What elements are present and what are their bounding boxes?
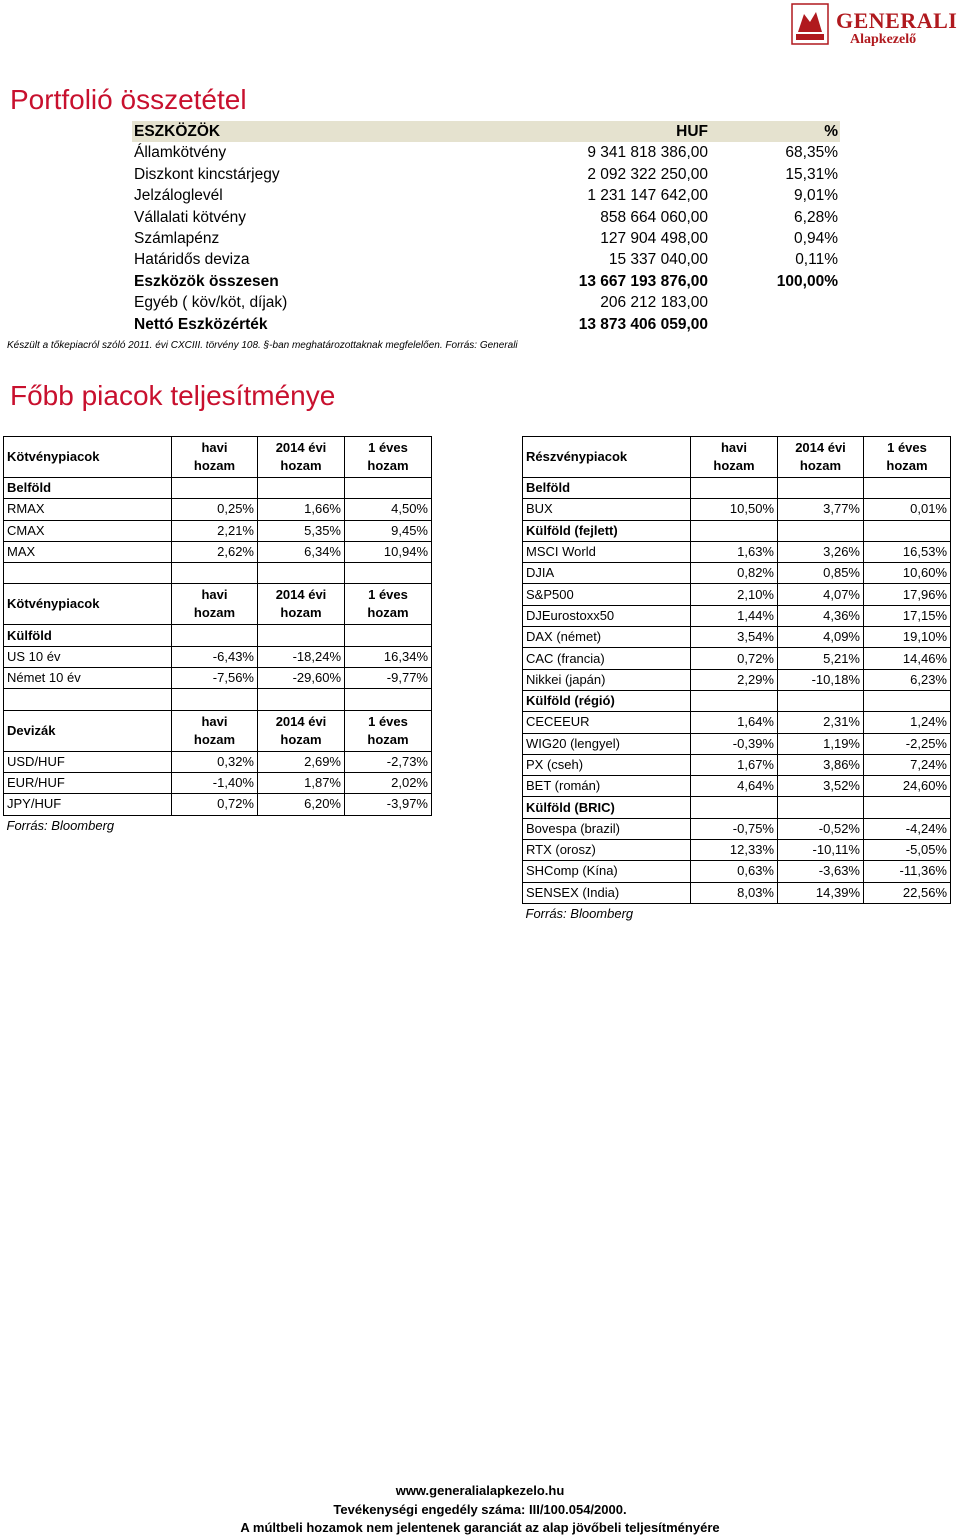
- footer-disclaimer: A múltbeli hozamok nem jelentenek garanciát az alap jövőbeli teljesítményére: [240, 1520, 720, 1535]
- monthly-return: 3,54%: [691, 627, 778, 648]
- asset-row: [132, 314, 840, 335]
- section-label: Külföld (régió): [523, 690, 691, 711]
- asset-label: Államkötvény: [134, 144, 227, 162]
- monthly-return: 12,33%: [691, 840, 778, 861]
- annual-return: 17,96%: [864, 584, 951, 605]
- ytd-return: -10,11%: [778, 840, 864, 861]
- empty-cell: [778, 520, 864, 541]
- market-row: [523, 541, 951, 562]
- market-row: [523, 754, 951, 775]
- market-row: [523, 563, 951, 584]
- market-row: [4, 541, 432, 562]
- asset-row: [132, 292, 840, 313]
- asset-label: Vállalati kötvény: [134, 208, 247, 226]
- section-label: Külföld (fejlett): [523, 520, 691, 541]
- section-row: [523, 478, 951, 499]
- market-name: PX (cseh): [523, 754, 691, 775]
- source-note: Forrás: Bloomberg: [525, 906, 634, 922]
- bond-header-row-foreign: [4, 584, 432, 625]
- annual-return: 10,60%: [864, 563, 951, 584]
- empty-cell: [691, 520, 778, 541]
- empty-cell: [172, 478, 258, 499]
- market-row: [523, 818, 951, 839]
- bond-fx-table: [3, 436, 432, 836]
- asset-huf: 1 231 147 642,00: [587, 187, 708, 205]
- asset-row: [132, 207, 840, 228]
- header-pct: %: [710, 121, 840, 142]
- ytd-return: -29,60%: [258, 668, 345, 689]
- annual-return: -3,97%: [345, 794, 432, 815]
- header-ytd: 2014 évi hozam: [258, 710, 345, 751]
- section-row: [523, 690, 951, 711]
- asset-label: Határidős deviza: [134, 251, 250, 269]
- asset-pct: 15,31%: [785, 165, 838, 183]
- market-name: BET (román): [523, 776, 691, 797]
- header-1y: 1 éves hozam: [345, 710, 432, 751]
- market-name: MSCI World: [523, 541, 691, 562]
- empty-cell: [345, 563, 432, 584]
- asset-label: Jelzáloglevél: [134, 187, 223, 205]
- asset-pct: 100,00%: [776, 272, 838, 290]
- header-1y: 1 éves hozam: [864, 437, 951, 478]
- asset-pct: [710, 292, 840, 313]
- market-row: [4, 520, 432, 541]
- annual-return: 19,10%: [864, 627, 951, 648]
- empty-cell: [691, 797, 778, 818]
- ytd-return: 1,66%: [258, 499, 345, 520]
- annual-return: -4,24%: [864, 818, 951, 839]
- market-row: [523, 712, 951, 733]
- header-ytd: 2014 évi hozam: [258, 437, 345, 478]
- market-row: [523, 648, 951, 669]
- footer-license: Tevékenységi engedély száma: III/100.054/2000.: [333, 1502, 627, 1517]
- market-name: Bovespa (brazil): [523, 818, 691, 839]
- annual-return: 16,34%: [345, 646, 432, 667]
- monthly-return: 0,72%: [691, 648, 778, 669]
- empty-cell: [778, 478, 864, 499]
- asset-pct: 9,01%: [794, 187, 838, 205]
- monthly-return: 8,03%: [691, 882, 778, 903]
- monthly-return: 0,82%: [691, 563, 778, 584]
- empty-cell: [691, 690, 778, 711]
- empty-cell: [258, 563, 345, 584]
- market-name: CMAX: [4, 520, 172, 541]
- empty-cell: [864, 478, 951, 499]
- market-row: [523, 840, 951, 861]
- annual-return: 14,46%: [864, 648, 951, 669]
- ytd-return: -10,18%: [778, 669, 864, 690]
- market-row: [523, 776, 951, 797]
- blank-row: [4, 563, 432, 584]
- ytd-return: 14,39%: [778, 882, 864, 903]
- monthly-return: -0,75%: [691, 818, 778, 839]
- asset-row: [132, 185, 840, 206]
- empty-cell: [691, 478, 778, 499]
- header-1y: 1 éves hozam: [345, 437, 432, 478]
- asset-huf: 15 337 040,00: [608, 251, 708, 269]
- asset-pct: [710, 314, 840, 335]
- monthly-return: 0,25%: [172, 499, 258, 520]
- monthly-return: 0,32%: [172, 751, 258, 772]
- ytd-return: 1,87%: [258, 772, 345, 793]
- asset-huf: 2 092 322 250,00: [587, 165, 708, 183]
- lion-emblem-icon: [790, 2, 830, 46]
- section-row: [523, 520, 951, 541]
- market-name: WIG20 (lengyel): [523, 733, 691, 754]
- annual-return: 22,56%: [864, 882, 951, 903]
- ytd-return: 3,86%: [778, 754, 864, 775]
- fx-header-row: [4, 710, 432, 751]
- equity-header-row: [523, 437, 951, 478]
- market-row: [523, 627, 951, 648]
- annual-return: 9,45%: [345, 520, 432, 541]
- ytd-return: 1,19%: [778, 733, 864, 754]
- market-row: [4, 751, 432, 772]
- equity-table: [522, 436, 951, 924]
- monthly-return: 1,63%: [691, 541, 778, 562]
- market-name: EUR/HUF: [4, 772, 172, 793]
- annual-return: 2,02%: [345, 772, 432, 793]
- market-name: SHComp (Kína): [523, 861, 691, 882]
- market-name: US 10 év: [4, 646, 172, 667]
- brand-name: GENERALI: [836, 8, 958, 33]
- ytd-return: 3,77%: [778, 499, 864, 520]
- header-ytd: 2014 évi hozam: [778, 437, 864, 478]
- monthly-return: 0,72%: [172, 794, 258, 815]
- asset-row: [132, 271, 840, 292]
- asset-label: Egyéb ( köv/köt, díjak): [134, 294, 288, 312]
- empty-cell: [864, 797, 951, 818]
- ytd-return: 2,69%: [258, 751, 345, 772]
- source-note: Forrás: Bloomberg: [6, 817, 115, 833]
- header-market: Részvénypiacok: [523, 437, 691, 478]
- annual-return: 7,24%: [864, 754, 951, 775]
- asset-huf: 206 212 183,00: [600, 294, 708, 312]
- ytd-return: 2,31%: [778, 712, 864, 733]
- empty-cell: [778, 690, 864, 711]
- monthly-return: -7,56%: [172, 668, 258, 689]
- empty-cell: [778, 797, 864, 818]
- market-row: [4, 668, 432, 689]
- ytd-return: 4,36%: [778, 605, 864, 626]
- monthly-return: -1,40%: [172, 772, 258, 793]
- header-huf: HUF: [436, 121, 710, 142]
- asset-pct: 0,94%: [794, 230, 838, 248]
- asset-label: Nettó Eszközérték: [134, 315, 268, 333]
- asset-huf: 13 667 193 876,00: [578, 272, 708, 290]
- empty-cell: [4, 689, 172, 710]
- blank-row: [4, 689, 432, 710]
- header-market: Kötvénypiacok: [4, 437, 172, 478]
- ytd-return: 3,26%: [778, 541, 864, 562]
- empty-cell: [258, 625, 345, 646]
- ytd-return: -0,52%: [778, 818, 864, 839]
- header-ytd: 2014 évi hozam: [258, 584, 345, 625]
- section-row: [4, 478, 432, 499]
- header-monthly: havi hozam: [172, 437, 258, 478]
- asset-row: [132, 164, 840, 185]
- ytd-return: 5,35%: [258, 520, 345, 541]
- market-row: [523, 861, 951, 882]
- header-1y: 1 éves hozam: [345, 584, 432, 625]
- empty-cell: [258, 478, 345, 499]
- asset-label: Számlapénz: [134, 230, 220, 248]
- section-row: [4, 625, 432, 646]
- ytd-return: 6,20%: [258, 794, 345, 815]
- empty-cell: [864, 520, 951, 541]
- market-row: [4, 794, 432, 815]
- assets-header-row: [132, 121, 840, 142]
- monthly-return: 2,62%: [172, 541, 258, 562]
- monthly-return: -6,43%: [172, 646, 258, 667]
- section-label: Külföld: [4, 625, 172, 646]
- market-row: [4, 646, 432, 667]
- assets-table: [132, 121, 840, 335]
- monthly-return: 2,29%: [691, 669, 778, 690]
- monthly-return: 1,64%: [691, 712, 778, 733]
- empty-cell: [172, 689, 258, 710]
- markets-title: Főbb piacok teljesítménye: [10, 380, 336, 411]
- ytd-return: 4,07%: [778, 584, 864, 605]
- empty-cell: [172, 625, 258, 646]
- asset-row: [132, 228, 840, 249]
- monthly-return: 1,44%: [691, 605, 778, 626]
- annual-return: -5,05%: [864, 840, 951, 861]
- market-name: S&P500: [523, 584, 691, 605]
- monthly-return: 4,64%: [691, 776, 778, 797]
- footer-url: www.generalialapkezelo.hu: [395, 1483, 565, 1498]
- header-market: Devizák: [4, 710, 172, 751]
- section-label: Belföld: [4, 478, 172, 499]
- monthly-return: 1,67%: [691, 754, 778, 775]
- empty-cell: [4, 563, 172, 584]
- market-name: BUX: [523, 499, 691, 520]
- ytd-return: 4,09%: [778, 627, 864, 648]
- market-name: DAX (német): [523, 627, 691, 648]
- monthly-return: 2,21%: [172, 520, 258, 541]
- annual-return: 6,23%: [864, 669, 951, 690]
- asset-label: Diszkont kincstárjegy: [134, 165, 280, 183]
- market-row: [523, 499, 951, 520]
- header-monthly: havi hozam: [172, 710, 258, 751]
- asset-pct: 0,11%: [795, 251, 838, 269]
- generali-logo: [790, 2, 958, 47]
- annual-return: 4,50%: [345, 499, 432, 520]
- asset-huf: 127 904 498,00: [600, 230, 708, 248]
- section-row: [523, 797, 951, 818]
- ytd-return: 3,52%: [778, 776, 864, 797]
- market-name: SENSEX (India): [523, 882, 691, 903]
- annual-return: -2,25%: [864, 733, 951, 754]
- section-label: Külföld (BRIC): [523, 797, 691, 818]
- monthly-return: 2,10%: [691, 584, 778, 605]
- annual-return: -2,73%: [345, 751, 432, 772]
- monthly-return: -0,39%: [691, 733, 778, 754]
- market-name: Német 10 év: [4, 668, 172, 689]
- market-name: CECEEUR: [523, 712, 691, 733]
- ytd-return: 5,21%: [778, 648, 864, 669]
- market-row: [523, 584, 951, 605]
- asset-pct: 6,28%: [794, 208, 838, 226]
- annual-return: 24,60%: [864, 776, 951, 797]
- market-name: JPY/HUF: [4, 794, 172, 815]
- section-label: Belföld: [523, 478, 691, 499]
- asset-label: Eszközök összesen: [134, 272, 279, 290]
- monthly-return: 10,50%: [691, 499, 778, 520]
- header-market: Kötvénypiacok: [4, 584, 172, 625]
- market-row: [523, 605, 951, 626]
- ytd-return: 6,34%: [258, 541, 345, 562]
- asset-row: [132, 142, 840, 163]
- market-row: [4, 499, 432, 520]
- asset-huf: 13 873 406 059,00: [578, 315, 708, 333]
- empty-cell: [864, 690, 951, 711]
- market-name: DJIA: [523, 563, 691, 584]
- source-row: [4, 815, 432, 836]
- ytd-return: -3,63%: [778, 861, 864, 882]
- header-monthly: havi hozam: [691, 437, 778, 478]
- market-row: [4, 772, 432, 793]
- brand-subtitle: Alapkezelő: [850, 32, 917, 47]
- market-name: MAX: [4, 541, 172, 562]
- asset-pct: 68,35%: [785, 144, 838, 162]
- ytd-return: 0,85%: [778, 563, 864, 584]
- monthly-return: 0,63%: [691, 861, 778, 882]
- market-row: [523, 733, 951, 754]
- portfolio-title: Portfolió összetétel: [10, 84, 247, 115]
- market-row: [523, 882, 951, 903]
- empty-cell: [345, 689, 432, 710]
- market-name: CAC (francia): [523, 648, 691, 669]
- empty-cell: [258, 689, 345, 710]
- ytd-return: -18,24%: [258, 646, 345, 667]
- source-row: [523, 903, 951, 924]
- market-name: Nikkei (japán): [523, 669, 691, 690]
- empty-cell: [345, 625, 432, 646]
- annual-return: -9,77%: [345, 668, 432, 689]
- market-name: USD/HUF: [4, 751, 172, 772]
- annual-return: 10,94%: [345, 541, 432, 562]
- market-name: RTX (orosz): [523, 840, 691, 861]
- header-assets: ESZKÖZÖK: [132, 121, 436, 142]
- annual-return: 0,01%: [864, 499, 951, 520]
- market-name: RMAX: [4, 499, 172, 520]
- asset-row: [132, 249, 840, 270]
- annual-return: -11,36%: [864, 861, 951, 882]
- bond-header-row: [4, 437, 432, 478]
- asset-huf: 858 664 060,00: [600, 208, 708, 226]
- annual-return: 17,15%: [864, 605, 951, 626]
- annual-return: 1,24%: [864, 712, 951, 733]
- empty-cell: [172, 563, 258, 584]
- market-row: [523, 669, 951, 690]
- market-name: DJEurostoxx50: [523, 605, 691, 626]
- legal-note: Készült a tőkepiacról szóló 2011. évi CXCIII. törvény 108. §-ban meghatározottaknak megfelelően. Forrás: Generali: [7, 340, 518, 351]
- annual-return: 16,53%: [864, 541, 951, 562]
- empty-cell: [345, 478, 432, 499]
- asset-huf: 9 341 818 386,00: [587, 144, 708, 162]
- header-monthly: havi hozam: [172, 584, 258, 625]
